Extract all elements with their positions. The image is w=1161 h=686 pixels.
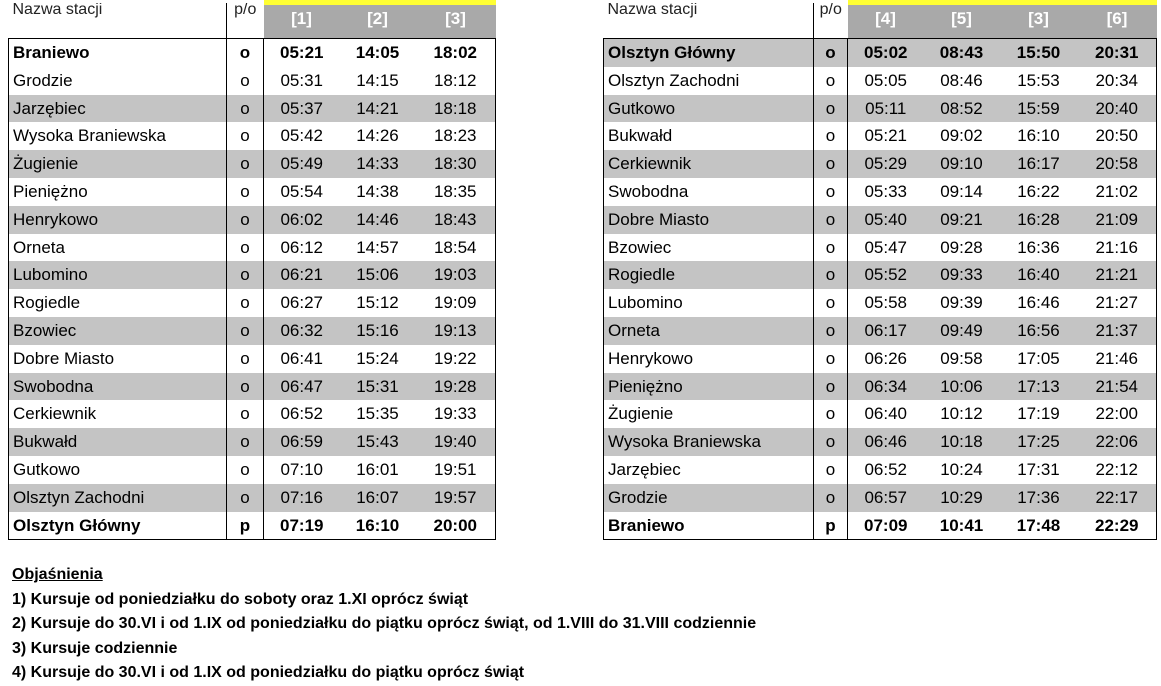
departure-time: 19:28 xyxy=(416,373,496,401)
departure-time: 17:19 xyxy=(1017,404,1060,424)
station-row xyxy=(604,122,1157,150)
station-name: Wysoka Braniewska xyxy=(9,122,227,150)
station-name: Orneta xyxy=(604,317,814,345)
departure-time: 15:24 xyxy=(356,348,399,368)
station-row xyxy=(9,234,496,262)
station-row xyxy=(9,150,496,178)
departure-time: 16:46 xyxy=(1017,293,1060,313)
departure-time: 06:52 xyxy=(848,456,924,484)
departure-time: 22:00 xyxy=(1078,400,1157,428)
explanation-line: 2) Kursuje do 30.VI i od 1.IX od poniedziałku do piątku oprócz świąt, od 1.VIII do 31.VIII codziennie xyxy=(12,615,757,632)
departure-time: 14:26 xyxy=(356,126,399,146)
departure-time: 14:46 xyxy=(340,206,416,234)
train-column-header: [3] xyxy=(1000,3,1078,39)
departure-time: 05:52 xyxy=(848,261,924,289)
departure-time: 15:06 xyxy=(340,261,416,289)
departure-time: 21:27 xyxy=(1078,289,1157,317)
departure-time: 05:54 xyxy=(264,178,340,206)
station-name: Żugienie xyxy=(604,400,814,428)
station-name: Henrykowo xyxy=(9,206,227,234)
arrival-departure-flag: o xyxy=(814,95,848,123)
arrival-departure-flag: o xyxy=(814,261,848,289)
departure-time: 09:39 xyxy=(940,293,983,313)
departure-time: 21:54 xyxy=(1078,373,1157,401)
departure-time: 06:34 xyxy=(848,373,924,401)
station-name: Lubomino xyxy=(604,289,814,317)
departure-time: 06:41 xyxy=(264,345,340,373)
departure-time: 06:27 xyxy=(264,289,340,317)
train-column-header: [6] xyxy=(1078,3,1157,39)
departure-time: 10:41 xyxy=(924,512,1000,540)
arrival-departure-flag: o xyxy=(814,122,848,150)
departure-time: 16:10 xyxy=(1017,126,1060,146)
departure-time: 05:29 xyxy=(848,150,924,178)
departure-time: 06:17 xyxy=(848,317,924,345)
departure-time: 19:13 xyxy=(416,317,496,345)
arrival-departure-flag: o xyxy=(227,95,264,123)
station-name: Lubomino xyxy=(9,261,227,289)
station-row xyxy=(604,428,1157,456)
departure-time: 17:25 xyxy=(1000,428,1078,456)
departure-time: 10:24 xyxy=(940,459,983,479)
departure-time: 20:00 xyxy=(416,512,496,540)
station-name: Olsztyn Zachodni xyxy=(604,67,814,95)
station-row xyxy=(604,345,1157,373)
station-row xyxy=(604,234,1157,262)
departure-time: 22:12 xyxy=(1078,456,1157,484)
station-row xyxy=(604,39,1157,67)
station-row xyxy=(9,512,496,540)
station-name: Olsztyn Zachodni xyxy=(9,484,227,512)
departure-time: 17:05 xyxy=(1017,348,1060,368)
departure-time: 21:16 xyxy=(1078,234,1157,262)
station-row xyxy=(604,95,1157,123)
departure-time: 21:21 xyxy=(1078,261,1157,289)
arrival-departure-flag: o xyxy=(814,373,848,401)
arrival-departure-flag: o xyxy=(227,178,264,206)
departure-time: 16:10 xyxy=(340,512,416,540)
arrival-departure-flag: o xyxy=(814,400,848,428)
arrival-departure-flag: o xyxy=(227,67,264,95)
departure-time: 16:36 xyxy=(1017,237,1060,257)
arrival-departure-flag: o xyxy=(227,289,264,317)
departure-time: 19:40 xyxy=(416,428,496,456)
departure-time: 05:02 xyxy=(848,39,924,67)
arrival-departure-flag: o xyxy=(814,234,848,262)
timetable-right xyxy=(603,0,1157,540)
station-row xyxy=(9,122,496,150)
station-name: Bukwałd xyxy=(9,428,227,456)
station-row xyxy=(9,428,496,456)
station-name: Bzowiec xyxy=(9,317,227,345)
header-row xyxy=(604,3,1157,39)
station-name: Braniewo xyxy=(9,39,227,67)
departure-time: 09:49 xyxy=(924,317,1000,345)
departure-time: 09:58 xyxy=(940,348,983,368)
station-row xyxy=(9,178,496,206)
station-name: Bukwałd xyxy=(604,122,814,150)
departure-time: 16:28 xyxy=(1000,206,1078,234)
departure-time: 22:06 xyxy=(1078,428,1157,456)
arrival-departure-flag: o xyxy=(814,289,848,317)
arrival-departure-flag: o xyxy=(227,150,264,178)
explanation-line: 4) Kursuje do 30.VI i od 1.IX od poniedziałku do piątku oprócz świąt xyxy=(12,664,525,681)
arrival-departure-flag: o xyxy=(227,345,264,373)
explanations xyxy=(12,563,756,686)
departure-time: 19:03 xyxy=(416,261,496,289)
departure-time: 07:16 xyxy=(264,484,340,512)
train-column-header: [2] xyxy=(340,3,416,39)
station-row xyxy=(604,512,1157,540)
arrival-departure-flag: o xyxy=(227,206,264,234)
departure-time: 05:11 xyxy=(848,95,924,123)
arrival-departure-flag: o xyxy=(227,39,264,67)
station-name: Bzowiec xyxy=(604,234,814,262)
station-row xyxy=(604,484,1157,512)
arrival-departure-flag: o xyxy=(227,400,264,428)
station-row xyxy=(604,289,1157,317)
station-name: Rogiedle xyxy=(9,289,227,317)
departure-time: 18:54 xyxy=(416,234,496,262)
departure-time: 18:12 xyxy=(416,67,496,95)
arrival-departure-flag: o xyxy=(227,373,264,401)
station-name: Swobodna xyxy=(604,178,814,206)
station-column-header: Nazwa stacji xyxy=(12,2,103,18)
departure-time: 20:34 xyxy=(1078,67,1157,95)
departure-time: 14:21 xyxy=(340,95,416,123)
departure-time: 18:35 xyxy=(416,178,496,206)
explanation-line: 3) Kursuje codziennie xyxy=(12,639,178,657)
station-name: Orneta xyxy=(9,234,227,262)
arrival-departure-flag: o xyxy=(814,39,848,67)
station-name: Olsztyn Główny xyxy=(9,512,227,540)
station-name: Dobre Miasto xyxy=(9,345,227,373)
departure-time: 16:17 xyxy=(1000,150,1078,178)
departure-time: 05:33 xyxy=(848,178,924,206)
arrival-departure-flag: o xyxy=(814,484,848,512)
departure-time: 16:22 xyxy=(1017,181,1060,201)
departure-time: 06:52 xyxy=(264,400,340,428)
departure-time: 15:16 xyxy=(340,317,416,345)
station-row xyxy=(9,289,496,317)
arrival-departure-flag: o xyxy=(227,428,264,456)
departure-time: 09:02 xyxy=(940,126,983,146)
station-row xyxy=(604,67,1157,95)
station-name: Cerkiewnik xyxy=(604,150,814,178)
timetable-left xyxy=(8,0,496,540)
arrival-departure-flag: p xyxy=(227,512,264,540)
departure-time: 14:38 xyxy=(356,181,399,201)
departure-time: 19:09 xyxy=(416,289,496,317)
departure-time: 16:40 xyxy=(1000,261,1078,289)
arrival-departure-flag: o xyxy=(814,428,848,456)
departure-time: 09:14 xyxy=(940,181,983,201)
train-column-header: [1] xyxy=(264,3,340,39)
departure-time: 16:01 xyxy=(356,459,399,479)
departure-time: 15:50 xyxy=(1000,39,1078,67)
station-name: Jarzębiec xyxy=(9,95,227,123)
departure-time: 15:59 xyxy=(1000,95,1078,123)
departure-time: 20:58 xyxy=(1078,150,1157,178)
departure-time: 06:40 xyxy=(848,400,924,428)
arrival-departure-flag: o xyxy=(814,150,848,178)
train-column-header: [5] xyxy=(924,3,1000,39)
station-name: Henrykowo xyxy=(604,345,814,373)
departure-time: 09:10 xyxy=(924,150,1000,178)
station-row xyxy=(9,317,496,345)
departure-time: 14:05 xyxy=(340,39,416,67)
departure-time: 17:36 xyxy=(1000,484,1078,512)
arrival-departure-flag: o xyxy=(227,317,264,345)
header-row xyxy=(9,3,496,39)
departure-time: 15:53 xyxy=(1017,70,1060,90)
departure-time: 09:33 xyxy=(924,261,1000,289)
station-row xyxy=(604,206,1157,234)
station-name: Wysoka Braniewska xyxy=(604,428,814,456)
departure-time: 09:28 xyxy=(940,237,983,257)
arrival-departure-flag: o xyxy=(227,122,264,150)
departure-time: 20:31 xyxy=(1078,39,1157,67)
departure-time: 07:10 xyxy=(264,456,340,484)
station-name: Grodzie xyxy=(9,67,227,95)
station-name: Pieniężno xyxy=(9,178,227,206)
arrival-departure-flag: o xyxy=(814,178,848,206)
departure-time: 08:52 xyxy=(924,95,1000,123)
station-row xyxy=(9,67,496,95)
station-row xyxy=(604,150,1157,178)
departure-time: 08:43 xyxy=(924,39,1000,67)
arrival-departure-flag: o xyxy=(227,456,264,484)
departure-time: 22:17 xyxy=(1078,484,1157,512)
train-column-header: [3] xyxy=(416,3,496,39)
station-row xyxy=(9,484,496,512)
departure-time: 19:33 xyxy=(416,400,496,428)
departure-time: 17:13 xyxy=(1000,373,1078,401)
departure-time: 10:06 xyxy=(924,373,1000,401)
departure-time: 09:21 xyxy=(924,206,1000,234)
departure-time: 05:49 xyxy=(264,150,340,178)
departure-time: 06:26 xyxy=(848,345,924,373)
station-row xyxy=(9,373,496,401)
departure-time: 18:43 xyxy=(416,206,496,234)
train-column-header: [4] xyxy=(848,3,924,39)
station-name: Braniewo xyxy=(604,512,814,540)
station-row xyxy=(9,95,496,123)
arrival-departure-flag: o xyxy=(227,484,264,512)
departure-time: 05:58 xyxy=(848,289,924,317)
station-row xyxy=(604,261,1157,289)
departure-time: 21:02 xyxy=(1078,178,1157,206)
departure-time: 06:02 xyxy=(264,206,340,234)
departure-time: 14:57 xyxy=(356,237,399,257)
arrival-departure-flag: o xyxy=(227,234,264,262)
departure-time: 18:02 xyxy=(416,39,496,67)
departure-time: 20:50 xyxy=(1078,122,1157,150)
departure-time: 05:31 xyxy=(264,67,340,95)
departure-time: 21:37 xyxy=(1078,317,1157,345)
departure-time: 14:15 xyxy=(356,70,399,90)
station-name: Gutkowo xyxy=(604,95,814,123)
station-name: Swobodna xyxy=(9,373,227,401)
departure-time: 17:31 xyxy=(1017,459,1060,479)
station-name: Olsztyn Główny xyxy=(604,39,814,67)
departure-time: 07:19 xyxy=(264,512,340,540)
station-row xyxy=(9,206,496,234)
explanations-heading: Objaśnienia xyxy=(12,566,103,583)
station-name: Żugienie xyxy=(9,150,227,178)
arrival-departure-flag: o xyxy=(814,317,848,345)
station-row xyxy=(604,373,1157,401)
station-row xyxy=(604,317,1157,345)
arrival-departure-flag: o xyxy=(814,345,848,373)
arrival-departure-flag: p xyxy=(814,512,848,540)
departure-time: 07:09 xyxy=(848,512,924,540)
station-name: Grodzie xyxy=(604,484,814,512)
departure-time: 06:57 xyxy=(848,484,924,512)
station-row xyxy=(604,456,1157,484)
departure-time: 05:05 xyxy=(848,67,924,95)
station-row xyxy=(9,261,496,289)
arrival-departure-flag: o xyxy=(227,261,264,289)
departure-time: 06:59 xyxy=(264,428,340,456)
station-name: Jarzębiec xyxy=(604,456,814,484)
station-row xyxy=(9,39,496,67)
station-row xyxy=(9,456,496,484)
station-row xyxy=(604,400,1157,428)
station-name: Rogiedle xyxy=(604,261,814,289)
explanation-line: 1) Kursuje od poniedziałku do soboty oraz 1.XI oprócz świąt xyxy=(12,590,469,608)
departure-time: 14:33 xyxy=(340,150,416,178)
station-column-header: Nazwa stacji xyxy=(607,2,698,18)
arrival-departure-flag: o xyxy=(814,206,848,234)
departure-time: 19:51 xyxy=(416,456,496,484)
departure-time: 22:29 xyxy=(1078,512,1157,540)
departure-time: 05:40 xyxy=(848,206,924,234)
departure-time: 05:37 xyxy=(264,95,340,123)
station-row xyxy=(604,178,1157,206)
departure-time: 05:47 xyxy=(848,234,924,262)
arrival-departure-column-header: p/o xyxy=(227,3,264,39)
departure-time: 16:07 xyxy=(340,484,416,512)
departure-time: 06:46 xyxy=(848,428,924,456)
station-row xyxy=(9,400,496,428)
station-name: Cerkiewnik xyxy=(9,400,227,428)
departure-time: 05:21 xyxy=(264,39,340,67)
arrival-departure-flag: o xyxy=(814,456,848,484)
departure-time: 18:30 xyxy=(416,150,496,178)
departure-time: 06:47 xyxy=(264,373,340,401)
departure-time: 06:32 xyxy=(264,317,340,345)
departure-time: 06:21 xyxy=(264,261,340,289)
station-name: Dobre Miasto xyxy=(604,206,814,234)
departure-time: 21:09 xyxy=(1078,206,1157,234)
departure-time: 15:31 xyxy=(340,373,416,401)
departure-time: 10:29 xyxy=(924,484,1000,512)
departure-time: 15:12 xyxy=(356,293,399,313)
departure-time: 21:46 xyxy=(1078,345,1157,373)
departure-time: 05:42 xyxy=(264,122,340,150)
departure-time: 10:12 xyxy=(940,404,983,424)
departure-time: 20:40 xyxy=(1078,95,1157,123)
departure-time: 05:21 xyxy=(848,122,924,150)
arrival-departure-flag: o xyxy=(814,67,848,95)
departure-time: 15:35 xyxy=(356,404,399,424)
departure-time: 06:12 xyxy=(264,234,340,262)
departure-time: 10:18 xyxy=(924,428,1000,456)
departure-time: 08:46 xyxy=(940,70,983,90)
arrival-departure-column-header: p/o xyxy=(814,3,848,39)
departure-time: 17:48 xyxy=(1000,512,1078,540)
departure-time: 18:23 xyxy=(416,122,496,150)
departure-time: 19:57 xyxy=(416,484,496,512)
departure-time: 15:43 xyxy=(340,428,416,456)
station-name: Gutkowo xyxy=(9,456,227,484)
departure-time: 18:18 xyxy=(416,95,496,123)
station-row xyxy=(9,345,496,373)
departure-time: 16:56 xyxy=(1000,317,1078,345)
station-name: Pieniężno xyxy=(604,373,814,401)
departure-time: 19:22 xyxy=(416,345,496,373)
